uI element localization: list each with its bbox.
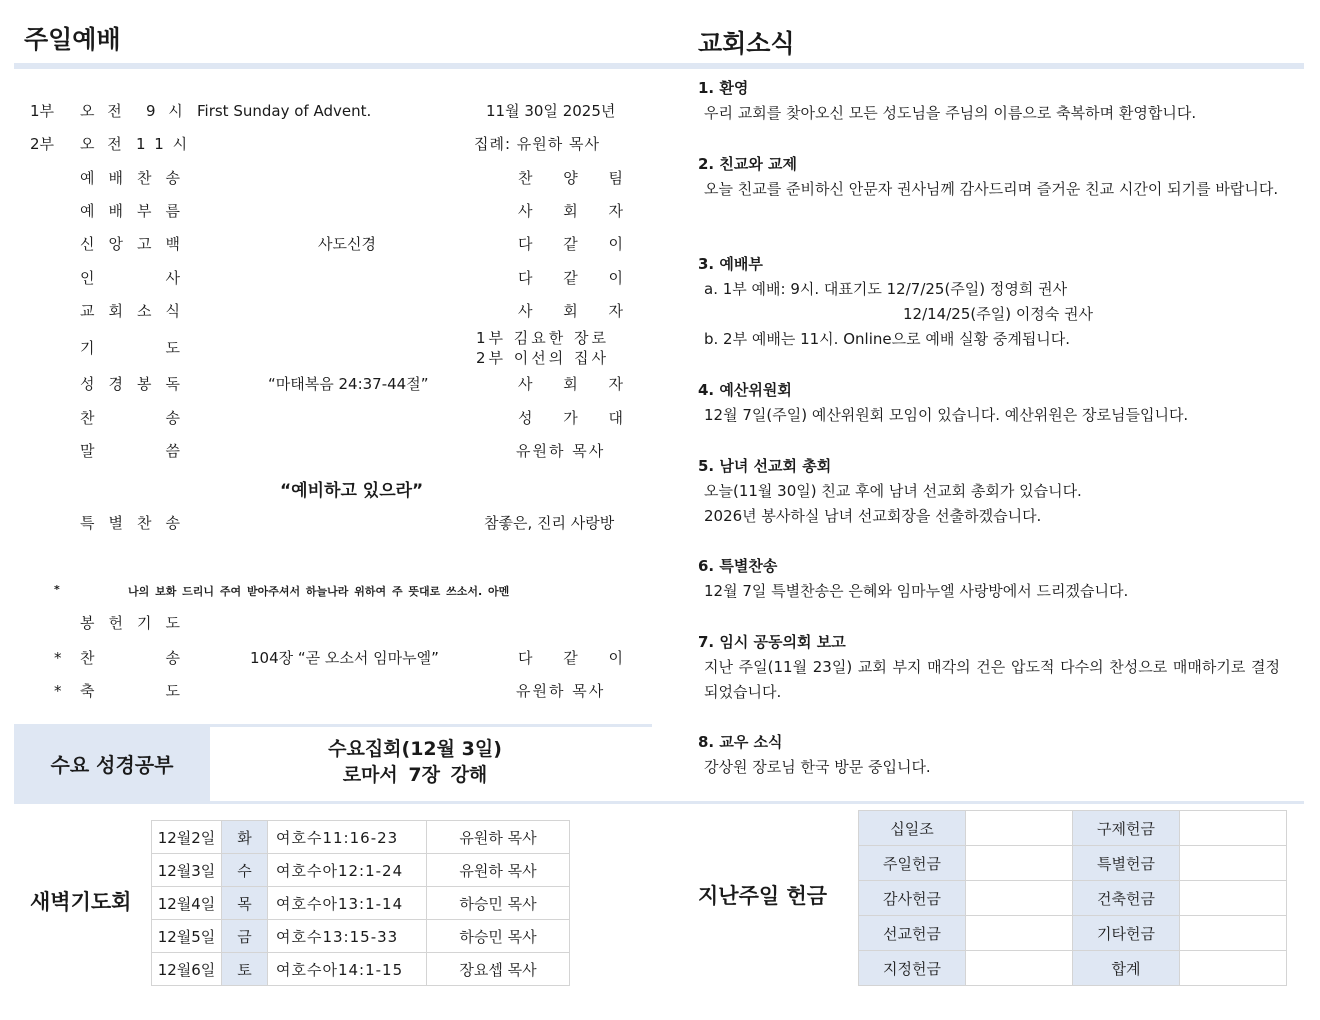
table-row	[152, 953, 570, 986]
news-body: 강상원 장로님 한국 방문 중입니다.	[704, 758, 931, 776]
table-row	[152, 821, 570, 854]
liturgy-leader: 다 같 이	[518, 235, 623, 253]
liturgy-leader: 성 가 대	[518, 409, 623, 427]
liturgy-item	[0, 608, 660, 638]
news-item	[698, 152, 1280, 202]
closing-hymn: 104장 “곧 오소서 임마누엘”	[250, 649, 439, 667]
dawn-leader: 장요셉 목사	[427, 953, 570, 986]
sermon-title: “예비하고 있으라”	[280, 481, 424, 501]
dawn-weekday: 화	[222, 821, 268, 854]
offering-type: 특별헌금	[1073, 846, 1180, 881]
offering-amount	[966, 916, 1073, 951]
news-title: 1. 환영	[698, 79, 749, 97]
liturgy-label: 말 씀	[80, 442, 180, 460]
offering-amount	[1180, 951, 1287, 986]
liturgy-leader: 사 회 자	[518, 202, 623, 220]
news-title: 8. 교우 소식	[698, 733, 783, 751]
liturgy-leader: 사 회 자	[518, 375, 623, 393]
news-line: 오늘(11월 30일) 친교 후에 남녀 선교회 총회가 있습니다.	[704, 482, 1082, 500]
liturgy-content: 사도신경	[318, 235, 376, 253]
offering-amount	[1180, 846, 1287, 881]
table-row	[859, 951, 1287, 986]
news-line: a. 1부 예배: 9시. 대표기도 12/7/25(주일) 정영희 권사	[704, 280, 1068, 298]
church-news-title: 교회소식	[698, 29, 795, 58]
offering-amount	[1180, 916, 1287, 951]
standing-star: *	[54, 682, 62, 700]
service-part: 2부	[30, 135, 55, 153]
offering-type: 선교헌금	[859, 916, 966, 951]
offering-type: 주일헌금	[859, 846, 966, 881]
news-line: b. 2부 예배는 11시. Online으로 예배 실황 중계됩니다.	[704, 330, 1071, 348]
news-line: 2026년 봉사하실 남녀 선교회장을 선출하겠습니다.	[704, 507, 1042, 525]
offering-type: 기타헌금	[1073, 916, 1180, 951]
liturgy-leader: 다 같 이	[518, 269, 623, 287]
dawn-leader: 유원하 목사	[427, 854, 570, 887]
table-row	[152, 920, 570, 953]
liturgy-leader: 유원하 목사	[516, 682, 606, 700]
offering-type: 합계	[1073, 951, 1180, 986]
news-body: 지난 주일(11월 23일) 교회 부지 매각의 건은 압도적 다수의 찬성으로 매매하기로 결정되었습니다.	[704, 658, 1280, 701]
dawn-weekday: 금	[222, 920, 268, 953]
dawn-leader: 하승민 목사	[427, 920, 570, 953]
prayer-leaders	[476, 328, 609, 368]
news-title: 4. 예산위원회	[698, 381, 792, 399]
liturgy-item	[0, 296, 660, 326]
table-row	[152, 854, 570, 887]
dawn-prayer-label: 새벽기도회	[30, 890, 132, 914]
service-row-second	[0, 129, 660, 159]
news-line: 12/14/25(주일) 이정숙 권사	[903, 305, 1094, 323]
news-title: 5. 남녀 선교회 총회	[698, 457, 832, 475]
liturgy-label: 예 배 부 름	[80, 202, 180, 220]
liturgy-label: 예 배 찬 송	[80, 169, 180, 187]
table-row	[859, 916, 1287, 951]
table-row	[859, 811, 1287, 846]
news-item	[698, 252, 1280, 352]
liturgy-leader: 다 같 이	[518, 649, 623, 667]
offering-label: 지난주일 헌금	[698, 884, 828, 908]
service-order	[0, 0, 660, 720]
liturgy-item	[0, 196, 660, 226]
table-row	[859, 846, 1287, 881]
liturgy-item	[0, 263, 660, 293]
news-body: 12월 7일(주일) 예산위원회 모임이 있습니다. 예산위원은 장로님들입니다.	[704, 406, 1189, 424]
scripture-reference: “마태복음 24:37-44절”	[268, 375, 429, 393]
offering-amount	[1180, 881, 1287, 916]
dawn-leader: 유원하 목사	[427, 821, 570, 854]
liturgy-item	[0, 676, 660, 706]
offering-type: 감사헌금	[859, 881, 966, 916]
dawn-passage: 여호수13:15-33	[268, 920, 427, 953]
wednesday-label-box	[14, 727, 210, 803]
service-theme: First Sunday of Advent.	[197, 102, 372, 120]
dawn-weekday: 목	[222, 887, 268, 920]
table-row	[859, 881, 1287, 916]
service-presider: 집례: 유원하 목사	[474, 135, 601, 153]
service-date: 11월 30일 2025년	[486, 102, 616, 120]
liturgy-item	[0, 643, 660, 673]
service-time: 1 1 시	[136, 135, 190, 153]
dawn-passage: 여호수아13:1-14	[268, 887, 427, 920]
liturgy-label: 신 앙 고 백	[80, 235, 180, 253]
liturgy-item	[0, 369, 660, 399]
liturgy-item	[0, 163, 660, 193]
offering-amount	[966, 951, 1073, 986]
sunday-service-title: 주일예배	[24, 25, 121, 54]
news-body: 오늘 친교를 준비하신 안문자 권사님께 감사드리며 즐거운 친교 시간이 되기를 바랍니다.	[704, 180, 1279, 198]
wednesday-content	[210, 736, 620, 788]
news-body: 12월 7일 특별찬송은 은혜와 임마누엘 사랑방에서 드리겠습니다.	[704, 582, 1129, 600]
service-time-label: 오 전	[80, 102, 126, 120]
offering-hymn-star: *	[54, 583, 60, 596]
dawn-weekday: 수	[222, 854, 268, 887]
news-title: 2. 친교와 교제	[698, 155, 798, 173]
news-item	[698, 76, 1280, 126]
liturgy-item	[0, 508, 660, 538]
liturgy-item	[0, 436, 660, 466]
special-song-group: 참좋은, 진리 사랑방	[484, 514, 615, 532]
liturgy-label: 특 별 찬 송	[80, 514, 180, 532]
dawn-leader: 하승민 목사	[427, 887, 570, 920]
prayer-leader-second: 2부 이선의 집사	[476, 349, 610, 367]
service-time-label: 오 전	[80, 135, 126, 153]
service-part: 1부	[30, 102, 55, 120]
wednesday-label: 수요 성경공부	[50, 753, 174, 777]
liturgy-label: 찬 송	[80, 649, 180, 667]
news-title: 7. 임시 공동의회 보고	[698, 633, 846, 651]
offering-amount	[966, 846, 1073, 881]
prayer-leader-first: 1부 김요한 장로	[476, 329, 610, 347]
dawn-passage: 여호수아14:1-15	[268, 953, 427, 986]
offering-type: 건축헌금	[1073, 881, 1180, 916]
dawn-weekday: 토	[222, 953, 268, 986]
wednesday-topic: 로마서 7장 강해	[342, 764, 488, 786]
news-title: 3. 예배부	[698, 255, 763, 273]
service-time: 9 시	[146, 102, 187, 120]
dawn-passage: 여호수아12:1-24	[268, 854, 427, 887]
liturgy-label: 축 도	[80, 682, 180, 700]
offering-table	[858, 810, 1287, 986]
divider	[14, 801, 1304, 804]
news-item	[698, 454, 1280, 529]
dawn-date: 12월2일	[152, 821, 222, 854]
offering-amount	[966, 811, 1073, 846]
news-item	[698, 730, 1280, 780]
liturgy-label: 교 회 소 식	[80, 302, 180, 320]
news-title: 6. 특별찬송	[698, 557, 778, 575]
offering-type: 구제헌금	[1073, 811, 1180, 846]
liturgy-label: 인 사	[80, 269, 180, 287]
news-item	[698, 630, 1280, 705]
liturgy-leader: 유원하 목사	[516, 442, 606, 460]
offering-type: 지정헌금	[859, 951, 966, 986]
liturgy-label: 봉 헌 기 도	[80, 614, 180, 632]
wednesday-session: 수요집회(12월 3일)	[328, 738, 502, 760]
dawn-date: 12월3일	[152, 854, 222, 887]
liturgy-label: 기 도	[80, 339, 180, 357]
liturgy-leader: 찬 양 팀	[518, 169, 623, 187]
news-item	[698, 554, 1280, 604]
liturgy-item	[0, 229, 660, 259]
offering-amount	[1180, 811, 1287, 846]
offering-amount	[966, 881, 1073, 916]
table-row	[152, 887, 570, 920]
dawn-date: 12월5일	[152, 920, 222, 953]
dawn-prayer-table	[151, 820, 570, 986]
dawn-passage: 여호수11:16-23	[268, 821, 427, 854]
dawn-date: 12월6일	[152, 953, 222, 986]
liturgy-item	[0, 403, 660, 433]
news-body: 우리 교회를 찾아오신 모든 성도님을 주님의 이름으로 축복하며 환영합니다.	[704, 104, 1197, 122]
liturgy-label: 성 경 봉 독	[80, 375, 180, 393]
offering-type: 십일조	[859, 811, 966, 846]
liturgy-label: 찬 송	[80, 409, 180, 427]
service-row-first	[0, 96, 660, 126]
dawn-date: 12월4일	[152, 887, 222, 920]
liturgy-leader: 사 회 자	[518, 302, 623, 320]
news-item	[698, 378, 1280, 428]
offering-dedication-text: 나의 보화 드리니 주여 받아주셔서 하늘나라 위하여 주 뜻대로 쓰소서. 아멘	[128, 585, 510, 598]
standing-star: *	[54, 649, 62, 667]
